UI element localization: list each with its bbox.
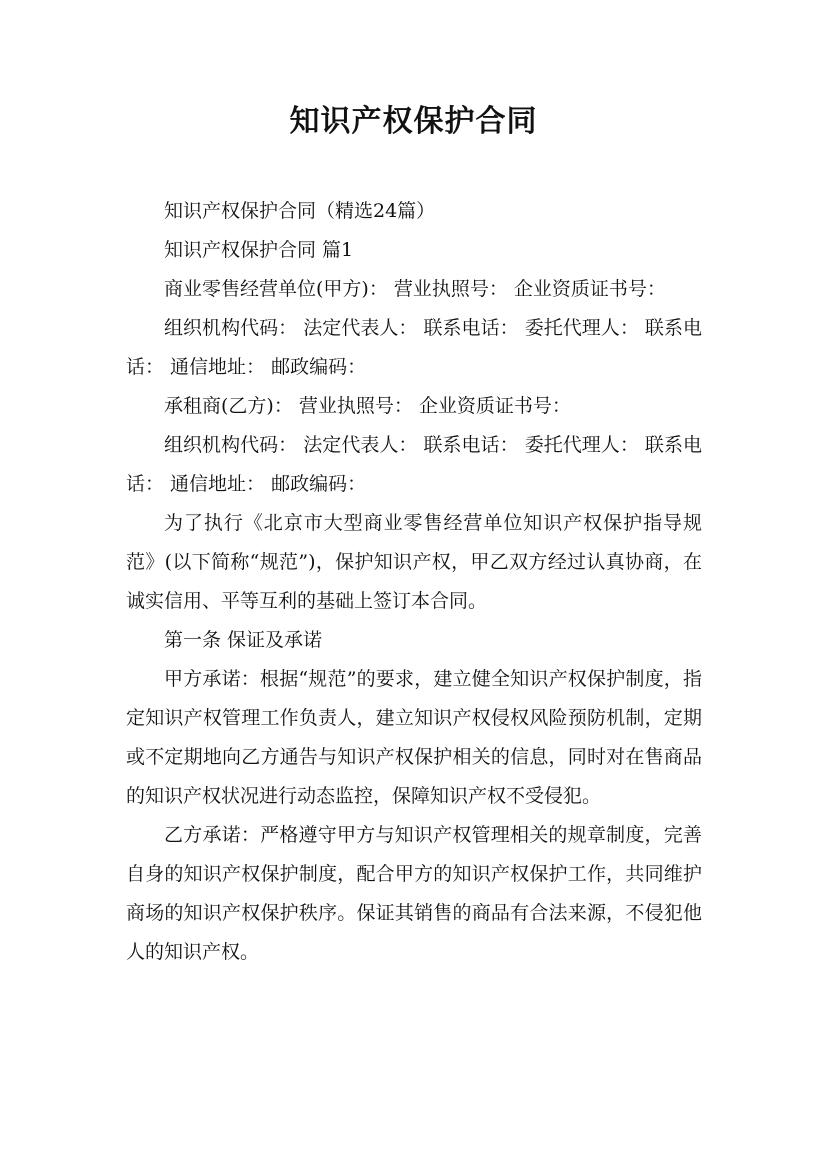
document-body (126, 192, 702, 972)
paragraph-party-b-contacts: 组织机构代码： 法定代表人： 联系电话： 委托代理人： 联系电话： 通信地址： 邮政编码： (126, 434, 702, 495)
document-title: 知识产权保护合同 (289, 104, 538, 139)
paragraph-article-heading: 第一条 保证及承诺 (164, 629, 323, 651)
paragraph-party-a-contacts: 组织机构代码： 法定代表人： 联系电话： 委托代理人： 联系电话： 通信地址： 邮政编码： (126, 317, 702, 378)
paragraph-subtitle: 知识产权保护合同（精选24篇） (164, 200, 436, 222)
paragraph-section-heading: 知识产权保护合同 篇1 (164, 239, 354, 261)
paragraph-party-a-commitment: 甲方承诺：根据“规范”的要求，建立健全知识产权保护制度，指定知识产权管理工作负责人，建立知识产权侵权风险预防机制，定期或不定期地向乙方通告与知识产权保护相关的信息，同时对在售商品的知识产权状况进行动态监控，保障知识产权不受侵犯。 (126, 668, 702, 807)
paragraph-preamble: 为了执行《北京市大型商业零售经营单位知识产权保护指导规范》(以下简称“规范”)，保护知识产权，甲乙双方经过认真协商，在诚实信用、平等互利的基础上签订本合同。 (126, 512, 702, 612)
paragraph-party-b-commitment: 乙方承诺：严格遵守甲方与知识产权管理相关的规章制度，完善自身的知识产权保护制度，配合甲方的知识产权保护工作，共同维护商场的知识产权保护秩序。保证其销售的商品有合法来源，不侵犯他人的知识产权。 (126, 824, 702, 963)
paragraph-party-a-info: 商业零售经营单位(甲方)： 营业执照号： 企业资质证书号： (164, 278, 666, 300)
paragraph-party-b-info: 承租商(乙方)： 营业执照号： 企业资质证书号： (164, 395, 571, 417)
